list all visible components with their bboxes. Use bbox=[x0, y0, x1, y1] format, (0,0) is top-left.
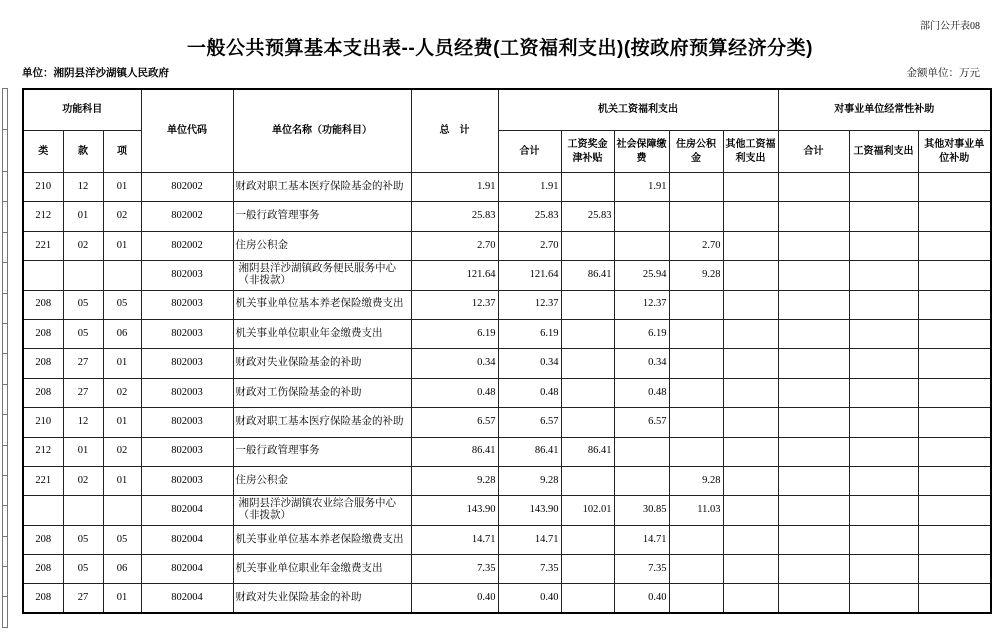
cell-kuan: 05 bbox=[63, 290, 103, 319]
cell-jg-housing bbox=[669, 525, 723, 554]
sliver-cell bbox=[3, 263, 8, 293]
cell-sy-other bbox=[918, 231, 991, 260]
cell-unit-code: 802002 bbox=[141, 173, 233, 202]
cell-unit-code: 802003 bbox=[141, 261, 233, 290]
cell-jg-social: 0.48 bbox=[614, 378, 669, 407]
header-unit-name: 单位名称（功能科目） bbox=[233, 89, 411, 173]
cell-total: 6.57 bbox=[411, 408, 498, 437]
sliver-cell bbox=[3, 475, 8, 505]
cell-xiang: 01 bbox=[103, 349, 141, 378]
cell-jg-housing: 2.70 bbox=[669, 231, 723, 260]
cell-sy-total bbox=[778, 525, 849, 554]
cell-unit-code: 802004 bbox=[141, 555, 233, 584]
table-row bbox=[23, 378, 991, 407]
cell-jg-total: 86.41 bbox=[498, 437, 561, 466]
cell-xiang: 01 bbox=[103, 466, 141, 495]
table-body bbox=[23, 173, 991, 614]
cell-unit-code: 802003 bbox=[141, 437, 233, 466]
cell-jg-social bbox=[614, 202, 669, 231]
cell-jg-social: 30.85 bbox=[614, 496, 669, 525]
cell-sy-total bbox=[778, 408, 849, 437]
cell-sy-other bbox=[918, 525, 991, 554]
budget-table bbox=[22, 88, 992, 614]
cell-kuan bbox=[63, 496, 103, 525]
cell-xiang: 05 bbox=[103, 525, 141, 554]
header-sy-other: 其他对事业单位补助 bbox=[918, 131, 991, 173]
cell-jg-total: 0.48 bbox=[498, 378, 561, 407]
cell-unit-name: 财政对职工基本医疗保险基金的补助 bbox=[233, 408, 411, 437]
cell-sy-other bbox=[918, 466, 991, 495]
header-kuan: 款 bbox=[63, 131, 103, 173]
cell-jg-total: 6.57 bbox=[498, 408, 561, 437]
table-row bbox=[23, 202, 991, 231]
cell-lei: 208 bbox=[23, 319, 63, 348]
cell-jg-housing: 9.28 bbox=[669, 466, 723, 495]
cell-kuan: 01 bbox=[63, 437, 103, 466]
cell-jg-other bbox=[723, 525, 778, 554]
header-sy-total: 合计 bbox=[778, 131, 849, 173]
cell-jg-other bbox=[723, 555, 778, 584]
cell-unit-code: 802003 bbox=[141, 408, 233, 437]
cell-sy-salary bbox=[849, 231, 918, 260]
cell-jg-housing bbox=[669, 437, 723, 466]
header-lei: 类 bbox=[23, 131, 63, 173]
cell-jg-other bbox=[723, 319, 778, 348]
cell-jg-other bbox=[723, 261, 778, 290]
cell-total: 9.28 bbox=[411, 466, 498, 495]
header-sy-salary: 工资福利支出 bbox=[849, 131, 918, 173]
cell-sy-other bbox=[918, 261, 991, 290]
table-row bbox=[23, 173, 991, 202]
cell-sy-total bbox=[778, 202, 849, 231]
sliver-cell bbox=[3, 130, 8, 172]
cell-sy-total bbox=[778, 290, 849, 319]
cell-jg-total: 121.64 bbox=[498, 261, 561, 290]
cell-xiang bbox=[103, 496, 141, 525]
cell-sy-total bbox=[778, 261, 849, 290]
cell-lei: 208 bbox=[23, 290, 63, 319]
cell-unit-name: 财政对职工基本医疗保险基金的补助 bbox=[233, 173, 411, 202]
cell-jg-total: 14.71 bbox=[498, 525, 561, 554]
cell-lei: 208 bbox=[23, 525, 63, 554]
cell-lei: 212 bbox=[23, 437, 63, 466]
sliver-cell bbox=[3, 202, 8, 232]
cell-xiang: 05 bbox=[103, 290, 141, 319]
cell-xiang bbox=[103, 261, 141, 290]
cell-sy-total bbox=[778, 231, 849, 260]
cell-sy-other bbox=[918, 555, 991, 584]
cell-sy-other bbox=[918, 437, 991, 466]
sliver-cell bbox=[3, 415, 8, 445]
cell-xiang: 01 bbox=[103, 408, 141, 437]
page-title: 一般公共预算基本支出表--人员经费(工资福利支出)(按政府预算经济分类) bbox=[187, 38, 813, 59]
cell-lei: 208 bbox=[23, 555, 63, 584]
cell-jg-housing: 11.03 bbox=[669, 496, 723, 525]
cell-jg-housing bbox=[669, 202, 723, 231]
cell-jg-social: 12.37 bbox=[614, 290, 669, 319]
header-shiye-group: 对事业单位经常性补助 bbox=[778, 89, 991, 131]
cell-xiang: 01 bbox=[103, 173, 141, 202]
table-row bbox=[23, 231, 991, 260]
cell-sy-salary bbox=[849, 437, 918, 466]
cell-jg-salary bbox=[561, 349, 614, 378]
cell-jg-other bbox=[723, 231, 778, 260]
cell-kuan: 27 bbox=[63, 349, 103, 378]
cell-jg-other bbox=[723, 437, 778, 466]
header-jg-housing: 住房公积金 bbox=[669, 131, 723, 173]
cell-unit-name: 湘阴县洋沙湖镇农业综合服务中心（非拨款） bbox=[233, 496, 411, 525]
cell-unit-code: 802002 bbox=[141, 202, 233, 231]
table-row bbox=[23, 408, 991, 437]
cell-total: 86.41 bbox=[411, 437, 498, 466]
cell-kuan: 01 bbox=[63, 202, 103, 231]
amount-unit-label: 金额单位：万元 bbox=[906, 68, 980, 79]
cell-sy-salary bbox=[849, 408, 918, 437]
cell-sy-total bbox=[778, 437, 849, 466]
cell-sy-other bbox=[918, 319, 991, 348]
sliver-cell bbox=[3, 597, 8, 627]
cell-jg-other bbox=[723, 378, 778, 407]
header-grand-total: 总 计 bbox=[411, 89, 498, 173]
cell-jg-salary bbox=[561, 173, 614, 202]
cell-total: 6.19 bbox=[411, 319, 498, 348]
cell-jg-housing bbox=[669, 584, 723, 613]
cell-total: 1.91 bbox=[411, 173, 498, 202]
cell-xiang: 02 bbox=[103, 378, 141, 407]
cell-jg-total: 25.83 bbox=[498, 202, 561, 231]
cell-unit-name: 财政对失业保险基金的补助 bbox=[233, 349, 411, 378]
cell-jg-social bbox=[614, 231, 669, 260]
table-row bbox=[23, 290, 991, 319]
cell-jg-salary bbox=[561, 378, 614, 407]
header-jg-total: 合计 bbox=[498, 131, 561, 173]
cell-jg-salary bbox=[561, 290, 614, 319]
cell-kuan: 02 bbox=[63, 231, 103, 260]
cell-jg-housing bbox=[669, 349, 723, 378]
cell-sy-other bbox=[918, 202, 991, 231]
cell-unit-code: 802003 bbox=[141, 319, 233, 348]
header-jg-other: 其他工资福利支出 bbox=[723, 131, 778, 173]
table-row bbox=[23, 555, 991, 584]
cell-lei: 208 bbox=[23, 584, 63, 613]
cell-jg-social: 0.34 bbox=[614, 349, 669, 378]
cell-sy-salary bbox=[849, 290, 918, 319]
cell-sy-salary bbox=[849, 584, 918, 613]
table-row bbox=[23, 437, 991, 466]
cell-jg-total: 9.28 bbox=[498, 466, 561, 495]
cell-jg-total: 2.70 bbox=[498, 231, 561, 260]
unit-label: 单位：湘阴县洋沙湖镇人民政府 bbox=[22, 67, 169, 79]
cell-jg-salary: 86.41 bbox=[561, 261, 614, 290]
cell-sy-salary bbox=[849, 555, 918, 584]
cell-sy-salary bbox=[849, 378, 918, 407]
cell-sy-total bbox=[778, 349, 849, 378]
cell-sy-total bbox=[778, 319, 849, 348]
cell-jg-social: 6.19 bbox=[614, 319, 669, 348]
cell-lei: 221 bbox=[23, 466, 63, 495]
cell-kuan: 02 bbox=[63, 466, 103, 495]
cell-lei: 210 bbox=[23, 408, 63, 437]
cell-lei: 212 bbox=[23, 202, 63, 231]
sliver-cell bbox=[3, 354, 8, 384]
cell-unit-code: 802002 bbox=[141, 231, 233, 260]
cell-unit-name: 一般行政管理事务 bbox=[233, 437, 411, 466]
cell-sy-other bbox=[918, 173, 991, 202]
cell-unit-name: 机关事业单位基本养老保险缴费支出 bbox=[233, 290, 411, 319]
cell-sy-other bbox=[918, 378, 991, 407]
cell-sy-total bbox=[778, 496, 849, 525]
cell-jg-salary bbox=[561, 555, 614, 584]
table-row bbox=[23, 525, 991, 554]
sliver-cell bbox=[3, 506, 8, 536]
cell-jg-social: 6.57 bbox=[614, 408, 669, 437]
cell-sy-total bbox=[778, 378, 849, 407]
cell-sy-salary bbox=[849, 525, 918, 554]
cell-kuan: 27 bbox=[63, 378, 103, 407]
header-jg-social: 社会保障缴费 bbox=[614, 131, 669, 173]
cell-sy-total bbox=[778, 584, 849, 613]
cell-sy-salary bbox=[849, 202, 918, 231]
cell-jg-total: 1.91 bbox=[498, 173, 561, 202]
cell-jg-total: 7.35 bbox=[498, 555, 561, 584]
cell-total: 0.48 bbox=[411, 378, 498, 407]
cell-jg-other bbox=[723, 349, 778, 378]
cell-sy-salary bbox=[849, 319, 918, 348]
table-row bbox=[23, 466, 991, 495]
cell-sy-other bbox=[918, 408, 991, 437]
cell-jg-salary bbox=[561, 408, 614, 437]
table-row bbox=[23, 261, 991, 290]
sliver-cell bbox=[3, 232, 8, 262]
corner-label: 部门公开表08 bbox=[920, 21, 980, 32]
cell-unit-name: 一般行政管理事务 bbox=[233, 202, 411, 231]
cell-lei: 210 bbox=[23, 173, 63, 202]
cell-jg-total: 143.90 bbox=[498, 496, 561, 525]
cell-unit-code: 802003 bbox=[141, 466, 233, 495]
cell-total: 12.37 bbox=[411, 290, 498, 319]
cell-kuan bbox=[63, 261, 103, 290]
cell-jg-housing bbox=[669, 319, 723, 348]
cell-jg-salary: 86.41 bbox=[561, 437, 614, 466]
cell-unit-name: 湘阴县洋沙湖镇政务便民服务中心（非拨款） bbox=[233, 261, 411, 290]
sliver-cell bbox=[3, 172, 8, 202]
page-edge-sliver bbox=[2, 88, 8, 628]
header-jg-salary: 工资奖金津补贴 bbox=[561, 131, 614, 173]
cell-sy-total bbox=[778, 466, 849, 495]
cell-sy-total bbox=[778, 555, 849, 584]
header-xiang: 项 bbox=[103, 131, 141, 173]
cell-unit-code: 802003 bbox=[141, 290, 233, 319]
cell-xiang: 01 bbox=[103, 231, 141, 260]
cell-kuan: 05 bbox=[63, 319, 103, 348]
cell-unit-name: 财政对失业保险基金的补助 bbox=[233, 584, 411, 613]
cell-jg-social bbox=[614, 437, 669, 466]
cell-jg-total: 6.19 bbox=[498, 319, 561, 348]
cell-unit-code: 802003 bbox=[141, 378, 233, 407]
cell-kuan: 05 bbox=[63, 525, 103, 554]
cell-jg-other bbox=[723, 466, 778, 495]
cell-unit-code: 802003 bbox=[141, 349, 233, 378]
cell-total: 121.64 bbox=[411, 261, 498, 290]
cell-jg-total: 12.37 bbox=[498, 290, 561, 319]
cell-sy-salary bbox=[849, 261, 918, 290]
cell-xiang: 06 bbox=[103, 319, 141, 348]
cell-jg-total: 0.40 bbox=[498, 584, 561, 613]
cell-total: 7.35 bbox=[411, 555, 498, 584]
cell-jg-total: 0.34 bbox=[498, 349, 561, 378]
cell-jg-other bbox=[723, 202, 778, 231]
cell-unit-name: 住房公积金 bbox=[233, 466, 411, 495]
cell-xiang: 06 bbox=[103, 555, 141, 584]
cell-jg-housing bbox=[669, 290, 723, 319]
cell-jg-salary: 25.83 bbox=[561, 202, 614, 231]
cell-jg-social: 14.71 bbox=[614, 525, 669, 554]
cell-jg-salary bbox=[561, 584, 614, 613]
sliver-cell bbox=[3, 445, 8, 475]
cell-unit-name: 财政对工伤保险基金的补助 bbox=[233, 378, 411, 407]
table-row bbox=[23, 584, 991, 613]
table-row bbox=[23, 496, 991, 525]
cell-jg-salary bbox=[561, 319, 614, 348]
cell-kuan: 12 bbox=[63, 408, 103, 437]
cell-jg-social: 7.35 bbox=[614, 555, 669, 584]
cell-jg-housing: 9.28 bbox=[669, 261, 723, 290]
cell-jg-other bbox=[723, 496, 778, 525]
cell-sy-other bbox=[918, 290, 991, 319]
cell-jg-social: 25.94 bbox=[614, 261, 669, 290]
cell-sy-total bbox=[778, 173, 849, 202]
cell-lei: 208 bbox=[23, 349, 63, 378]
cell-total: 0.34 bbox=[411, 349, 498, 378]
cell-jg-salary: 102.01 bbox=[561, 496, 614, 525]
cell-sy-salary bbox=[849, 466, 918, 495]
table-row bbox=[23, 349, 991, 378]
cell-xiang: 01 bbox=[103, 584, 141, 613]
cell-total: 25.83 bbox=[411, 202, 498, 231]
cell-lei: 208 bbox=[23, 378, 63, 407]
cell-jg-social bbox=[614, 466, 669, 495]
cell-jg-other bbox=[723, 290, 778, 319]
header-func-group: 功能科目 bbox=[23, 89, 141, 131]
cell-xiang: 02 bbox=[103, 202, 141, 231]
sliver-cell bbox=[3, 293, 8, 323]
cell-jg-salary bbox=[561, 525, 614, 554]
cell-unit-name: 住房公积金 bbox=[233, 231, 411, 260]
header-jiguan-group: 机关工资福利支出 bbox=[498, 89, 778, 131]
cell-sy-other bbox=[918, 584, 991, 613]
cell-lei: 221 bbox=[23, 231, 63, 260]
cell-total: 2.70 bbox=[411, 231, 498, 260]
cell-total: 0.40 bbox=[411, 584, 498, 613]
cell-jg-housing bbox=[669, 408, 723, 437]
cell-jg-salary bbox=[561, 231, 614, 260]
cell-lei bbox=[23, 261, 63, 290]
cell-jg-social: 0.40 bbox=[614, 584, 669, 613]
cell-unit-code: 802004 bbox=[141, 525, 233, 554]
cell-unit-name: 机关事业单位职业年金缴费支出 bbox=[233, 555, 411, 584]
cell-total: 143.90 bbox=[411, 496, 498, 525]
cell-kuan: 27 bbox=[63, 584, 103, 613]
cell-jg-other bbox=[723, 584, 778, 613]
cell-unit-name: 机关事业单位职业年金缴费支出 bbox=[233, 319, 411, 348]
cell-jg-other bbox=[723, 408, 778, 437]
sliver-cell bbox=[3, 536, 8, 566]
sliver-cell bbox=[3, 567, 8, 597]
cell-xiang: 02 bbox=[103, 437, 141, 466]
cell-unit-code: 802004 bbox=[141, 496, 233, 525]
cell-sy-other bbox=[918, 349, 991, 378]
cell-jg-housing bbox=[669, 173, 723, 202]
sliver-cell bbox=[3, 384, 8, 414]
cell-kuan: 12 bbox=[63, 173, 103, 202]
table-meta-row bbox=[22, 65, 980, 80]
table-header bbox=[23, 89, 991, 173]
cell-jg-social: 1.91 bbox=[614, 173, 669, 202]
cell-lei bbox=[23, 496, 63, 525]
sliver-cell bbox=[3, 323, 8, 353]
cell-unit-code: 802004 bbox=[141, 584, 233, 613]
sliver-cell bbox=[3, 89, 8, 130]
cell-sy-salary bbox=[849, 173, 918, 202]
cell-jg-housing bbox=[669, 378, 723, 407]
cell-sy-salary bbox=[849, 496, 918, 525]
cell-sy-other bbox=[918, 496, 991, 525]
cell-kuan: 05 bbox=[63, 555, 103, 584]
cell-total: 14.71 bbox=[411, 525, 498, 554]
cell-jg-salary bbox=[561, 466, 614, 495]
cell-unit-name: 机关事业单位基本养老保险缴费支出 bbox=[233, 525, 411, 554]
table-row bbox=[23, 319, 991, 348]
header-unit-code: 单位代码 bbox=[141, 89, 233, 173]
cell-jg-housing bbox=[669, 555, 723, 584]
cell-jg-other bbox=[723, 173, 778, 202]
cell-sy-salary bbox=[849, 349, 918, 378]
